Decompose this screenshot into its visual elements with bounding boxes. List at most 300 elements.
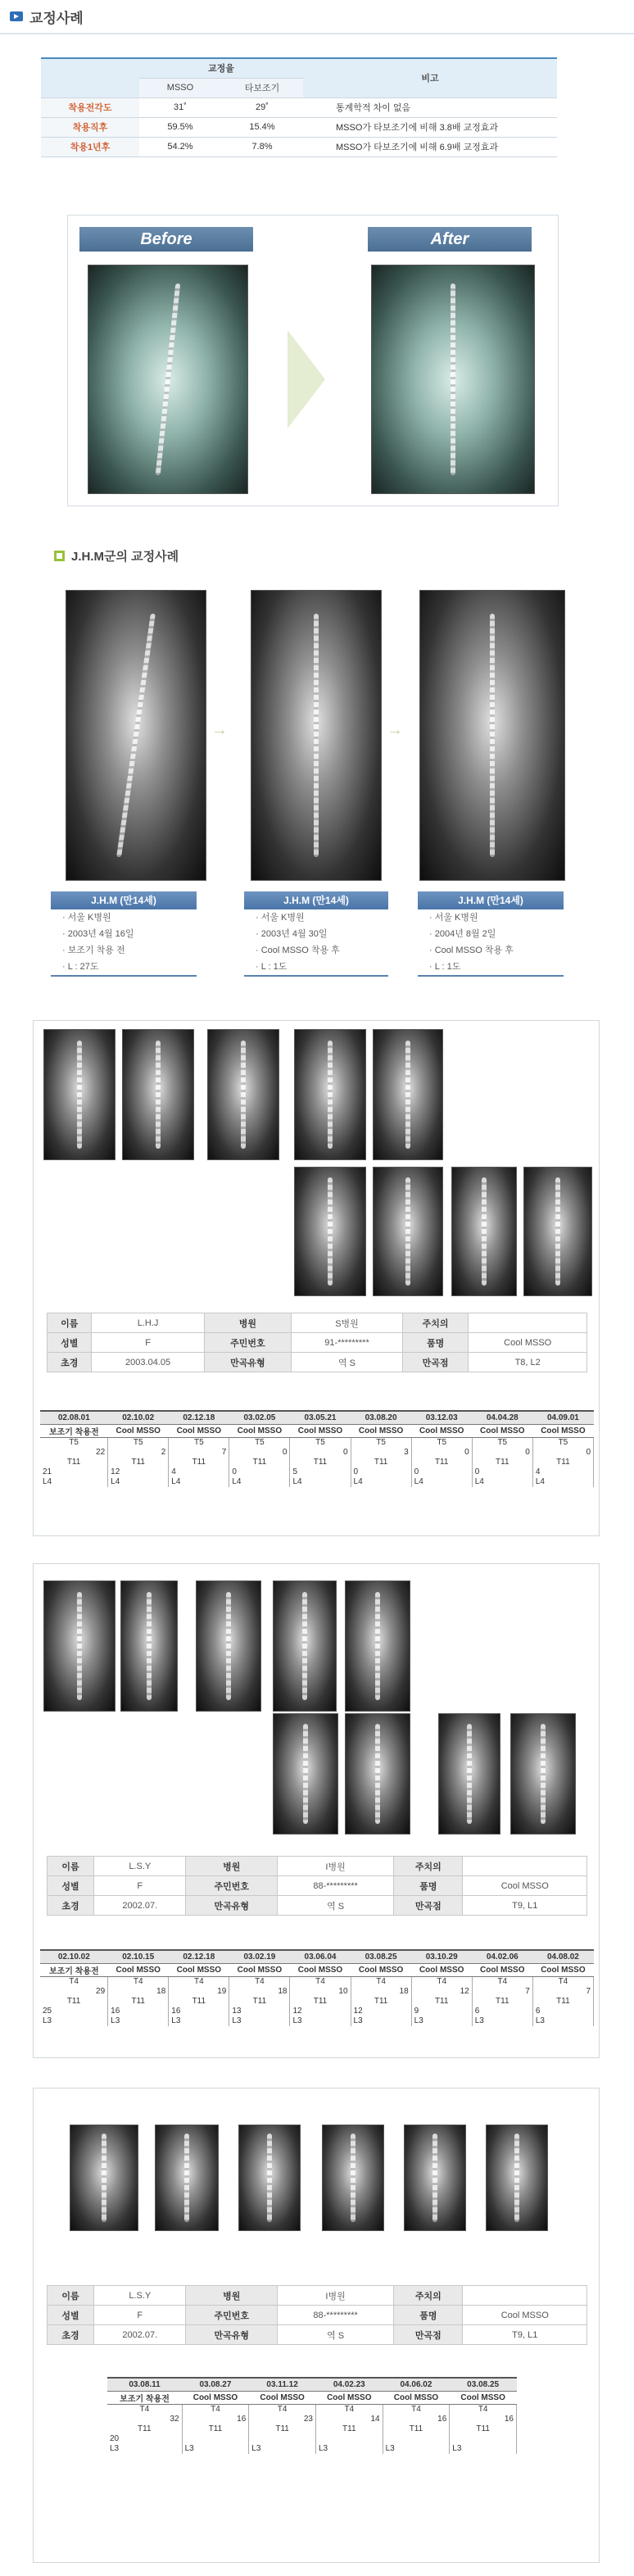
measurement-value: T11	[275, 2424, 289, 2433]
curve-measurement	[351, 1437, 411, 1487]
xray-thumbnail	[43, 1029, 115, 1160]
brace-status: Cool MSSO	[108, 1963, 169, 1976]
curve-measurement	[290, 1976, 351, 2026]
xray-thumbnail	[238, 2125, 301, 2231]
card-details	[244, 909, 388, 975]
measurement-value: T11	[556, 1457, 570, 1467]
label: 만곡점	[402, 1353, 469, 1372]
measurement-value: L3	[318, 2443, 328, 2453]
value	[463, 2286, 587, 2306]
date-header: 03.12.03	[411, 1411, 472, 1424]
measurement-value: T5	[437, 1437, 447, 1447]
value: I병원	[278, 1857, 394, 1876]
label: 이름	[48, 1857, 94, 1876]
measurement-value: 16	[111, 2006, 120, 2016]
curve-measurement	[40, 1437, 108, 1487]
brace-status: Cool MSSO	[108, 1424, 169, 1437]
label: 병원	[204, 1313, 292, 1333]
brace-status: Cool MSSO	[351, 1424, 411, 1437]
brace-status: Cool MSSO	[290, 1963, 351, 1976]
measurement-value: L4	[43, 1476, 52, 1486]
label: 초경	[48, 1353, 92, 1372]
measurement-value: 0	[586, 1447, 591, 1457]
brace-status: 보조기 착용전	[40, 1963, 108, 1976]
label: 만곡점	[394, 1896, 463, 1916]
measurement-table	[107, 2377, 517, 2454]
jhm-section-header	[54, 547, 179, 565]
table-row	[41, 137, 557, 156]
measurement-value	[452, 2434, 514, 2444]
measurement-value: T4	[376, 1976, 386, 1986]
card-line: · 보조기 착용 전	[62, 942, 197, 959]
cell-other: 29˚	[221, 98, 303, 117]
measurement-value: L4	[535, 1476, 545, 1486]
measurement-value: T11	[138, 2424, 152, 2433]
measurement-value: 12	[111, 1467, 120, 1476]
xray-thumbnail	[207, 1029, 279, 1160]
cell-other: 15.4%	[221, 117, 303, 137]
value: 2003.04.05	[92, 1353, 204, 1372]
brace-status: Cool MSSO	[450, 2391, 517, 2404]
measurement-value: 20	[110, 2433, 120, 2443]
cell-other: 7.8%	[221, 137, 303, 156]
measurement-value	[251, 2434, 313, 2444]
measurement-value: 0	[474, 1467, 480, 1476]
measurement-value: T5	[376, 1437, 386, 1447]
measurement-value: T11	[342, 2424, 356, 2433]
curve-measurement	[249, 2404, 316, 2454]
label: 병원	[186, 1857, 278, 1876]
divider	[51, 975, 197, 977]
jhm-xray-1	[66, 590, 206, 881]
table-row	[41, 117, 557, 137]
measurement-value: T5	[315, 1437, 325, 1447]
card-line: · L : 1도	[429, 959, 564, 975]
value: 2002.07.	[94, 2325, 186, 2345]
xray-thumbnail	[345, 1713, 410, 1834]
measurement-value: T5	[133, 1437, 143, 1447]
label: 품명	[402, 1333, 469, 1353]
xray-thumbnail	[373, 1029, 443, 1160]
brace-status: 보조기 착용전	[107, 2391, 182, 2404]
curve-measurement	[290, 1437, 351, 1487]
measurement-value: 3	[404, 1447, 409, 1457]
value: F	[94, 2306, 186, 2325]
play-icon	[10, 11, 23, 21]
arrow-icon: →	[387, 721, 403, 739]
measurement-value: T5	[193, 1437, 204, 1447]
table-row	[41, 98, 557, 117]
value: L.S.Y	[94, 1857, 186, 1876]
value: 역 S	[278, 1896, 394, 1916]
cell-msso: 54.2%	[139, 137, 221, 156]
brace-status: Cool MSSO	[169, 1963, 229, 1976]
measurement-value: 0	[414, 1467, 419, 1476]
measurement-value: T11	[496, 1457, 509, 1467]
brace-status: Cool MSSO	[472, 1424, 532, 1437]
measurement-value: T4	[69, 1976, 79, 1986]
brace-status: Cool MSSO	[383, 2391, 450, 2404]
cell-note: MSSO가 타보조기에 비해 3.8배 교정효과	[303, 117, 557, 137]
label: 성별	[48, 2306, 94, 2325]
measurement-value: T4	[139, 2404, 150, 2414]
measurement-value: 18	[156, 1986, 166, 1996]
measurement-value: L3	[474, 2016, 484, 2025]
value: Cool MSSO	[463, 1876, 587, 1896]
case-box	[33, 1020, 600, 1536]
jhm-xray-3	[419, 590, 565, 881]
measurement-value: 4	[535, 1467, 541, 1476]
curve-measurement	[107, 2404, 182, 2454]
label: 주치의	[394, 1857, 463, 1876]
curve-measurement	[315, 2404, 383, 2454]
before-xray-image	[88, 265, 248, 494]
xray-thumbnail	[122, 1029, 194, 1160]
measurement-value: 16	[504, 2414, 514, 2424]
date-header: 03.02.05	[229, 1411, 290, 1424]
measurement-value: 10	[338, 1986, 348, 1996]
measurement-value: T11	[313, 1996, 328, 2006]
brace-status: Cool MSSO	[229, 1963, 290, 1976]
date-header: 03.08.25	[450, 2378, 517, 2391]
measurement-value: T4	[437, 1976, 447, 1986]
cell-msso: 31˚	[139, 98, 221, 117]
date-header: 02.10.15	[108, 1950, 169, 1963]
measurement-value: 6	[474, 2006, 480, 2016]
measurement-value: L3	[232, 2016, 242, 2025]
case-box	[33, 1563, 600, 2058]
card-details	[418, 909, 564, 975]
col-msso: MSSO	[139, 78, 221, 98]
measurement-value: L3	[292, 2016, 302, 2025]
curve-measurement	[532, 1976, 593, 2026]
measurement-value: 7	[525, 1986, 530, 1996]
label: 품명	[394, 1876, 463, 1896]
group-header: 교정율	[139, 58, 303, 78]
curve-measurement	[532, 1437, 593, 1487]
measurement-value: 0	[232, 1467, 237, 1476]
measurement-value: L3	[111, 2016, 120, 2025]
measurement-value: 18	[278, 1986, 288, 1996]
label: 만곡점	[394, 2325, 463, 2345]
label: 초경	[48, 1896, 94, 1916]
measurement-value: T11	[556, 1996, 570, 2006]
label: 만곡유형	[186, 2325, 278, 2345]
date-header: 03.10.29	[411, 1950, 472, 1963]
measurement-value: T11	[66, 1457, 81, 1467]
date-header: 03.08.27	[182, 2378, 249, 2391]
measurement-value: 14	[370, 2414, 380, 2424]
curve-measurement	[450, 2404, 517, 2454]
label: 초경	[48, 2325, 94, 2345]
brace-status: Cool MSSO	[411, 1424, 472, 1437]
measurement-value: T4	[211, 2404, 220, 2414]
value	[463, 1857, 587, 1876]
measurement-value: 0	[282, 1447, 288, 1457]
label: 병원	[186, 2286, 278, 2306]
measurement-value: 6	[535, 2006, 541, 2016]
value: 88-*********	[278, 2306, 394, 2325]
measurement-value: T4	[193, 1976, 204, 1986]
divider	[244, 975, 388, 977]
page-title: 교정사례	[29, 10, 84, 26]
date-header: 04.06.02	[383, 2378, 450, 2391]
label: 이름	[48, 2286, 94, 2306]
value: L.S.Y	[94, 2286, 186, 2306]
divider	[0, 33, 634, 34]
measurement-value: T11	[192, 1457, 206, 1467]
value: 88-*********	[278, 1876, 394, 1896]
value: I병원	[278, 2286, 394, 2306]
value: L.H.J	[92, 1313, 204, 1333]
date-header: 03.08.25	[351, 1950, 411, 1963]
measurement-value: T11	[66, 1996, 81, 2006]
xray-thumbnail	[523, 1167, 592, 1296]
row-label: 착용1년후	[41, 137, 139, 156]
measurement-value: T4	[277, 2404, 288, 2414]
measurement-value: T5	[558, 1437, 568, 1447]
brace-status: Cool MSSO	[290, 1424, 351, 1437]
date-header: 02.08.01	[40, 1411, 108, 1424]
value: T9, L1	[463, 1896, 587, 1916]
value: 역 S	[292, 1353, 403, 1372]
date-header: 04.09.01	[532, 1411, 593, 1424]
col-other: 타보조기	[221, 78, 303, 98]
card-line: · 서울 K병원	[62, 909, 197, 926]
measurement-value: 5	[292, 1467, 298, 1476]
before-after-panel	[67, 215, 559, 506]
measurement-value: T4	[411, 2404, 421, 2414]
brace-status: Cool MSSO	[315, 2391, 383, 2404]
measurement-value: L4	[353, 1476, 363, 1486]
curve-measurement	[182, 2404, 249, 2454]
measurement-value: 7	[586, 1986, 591, 1996]
label: 성별	[48, 1333, 92, 1353]
date-header: 04.02.06	[472, 1950, 532, 1963]
measurement-value: 16	[237, 2414, 247, 2424]
empty-header-cell	[41, 58, 139, 98]
card-details	[51, 909, 197, 975]
curve-measurement	[383, 2404, 450, 2454]
measurement-value: 4	[171, 1467, 176, 1476]
measurement-value	[386, 2434, 447, 2444]
square-bullet-icon	[54, 551, 65, 561]
measurement-value	[319, 2434, 380, 2444]
measurement-value: 32	[170, 2414, 179, 2424]
brace-status: Cool MSSO	[182, 2391, 249, 2404]
brace-status: Cool MSSO	[472, 1963, 532, 1976]
card-line: · Cool MSSO 착용 후	[429, 942, 564, 959]
curve-measurement	[169, 1976, 229, 2026]
label: 주민번호	[186, 1876, 278, 1896]
xray-thumbnail	[273, 1581, 337, 1712]
measurement-value: T11	[496, 1996, 509, 2006]
brace-status: Cool MSSO	[411, 1963, 472, 1976]
jhm-title: J.H.M군의 교정사례	[71, 550, 179, 564]
card-line: · 서울 K병원	[256, 909, 388, 926]
value: Cool MSSO	[469, 1333, 587, 1353]
measurement-value	[185, 2434, 247, 2444]
label: 성별	[48, 1876, 94, 1896]
measurement-value: 12	[353, 2006, 363, 2016]
brace-status: Cool MSSO	[229, 1424, 290, 1437]
measurement-value: T11	[374, 1996, 388, 2006]
measurement-value: L3	[452, 2443, 462, 2453]
measurement-value: T4	[558, 1976, 568, 1986]
divider	[418, 975, 564, 977]
patient-info-table	[47, 1313, 587, 1372]
cell-note: 통계학적 차이 없음	[303, 98, 557, 117]
measurement-value: 16	[437, 2414, 447, 2424]
brace-status: Cool MSSO	[532, 1963, 593, 1976]
cell-msso: 59.5%	[139, 117, 221, 137]
measurement-value: T11	[252, 1457, 267, 1467]
card-line: · 서울 K병원	[429, 909, 564, 926]
measurement-value: 19	[217, 1986, 227, 1996]
before-label: Before	[79, 227, 253, 252]
measurement-value: T11	[131, 1996, 145, 2006]
brace-status: Cool MSSO	[532, 1424, 593, 1437]
date-header: 03.06.04	[290, 1950, 351, 1963]
measurement-value: 0	[353, 1467, 359, 1476]
measurement-value: T5	[255, 1437, 265, 1447]
measurement-table	[40, 1410, 594, 1487]
value: 역 S	[278, 2325, 394, 2345]
date-header: 03.08.20	[351, 1411, 411, 1424]
xray-thumbnail	[404, 2125, 466, 2231]
xray-thumbnail	[294, 1167, 366, 1296]
value: S병원	[292, 1313, 403, 1333]
xray-thumbnail	[120, 1581, 178, 1712]
measurement-value: 0	[342, 1447, 348, 1457]
xray-thumbnail	[345, 1581, 410, 1712]
measurement-value: T11	[374, 1457, 388, 1467]
measurement-value: T4	[133, 1976, 143, 1986]
measurement-value: L3	[414, 2016, 423, 2025]
value	[469, 1313, 587, 1333]
jhm-card	[51, 891, 197, 977]
measurement-value: 7	[221, 1447, 227, 1457]
card-line: · L : 27도	[62, 959, 197, 975]
label: 품명	[394, 2306, 463, 2325]
measurement-value: 16	[171, 2006, 181, 2016]
measurement-value: L3	[385, 2443, 395, 2453]
measurement-value: 18	[399, 1986, 409, 1996]
section-header	[10, 5, 84, 28]
xray-thumbnail	[273, 1713, 338, 1834]
xray-thumbnail	[43, 1581, 115, 1712]
xray-thumbnail	[322, 2125, 384, 2231]
card-line: · 2003년 4월 16일	[62, 926, 197, 942]
card-title: J.H.M (만14세)	[51, 891, 197, 909]
measurement-value: T11	[476, 2424, 490, 2433]
card-line: · L : 1도	[256, 959, 388, 975]
measurement-value: T11	[208, 2424, 223, 2433]
patient-info-table	[47, 1856, 587, 1916]
curve-measurement	[472, 1437, 532, 1487]
measurement-value: L3	[184, 2443, 194, 2453]
measurement-value: T11	[434, 1996, 449, 2006]
card-line: · Cool MSSO 착용 후	[256, 942, 388, 959]
measurement-value: L3	[171, 2016, 181, 2025]
after-xray-image	[371, 265, 535, 494]
curve-measurement	[169, 1437, 229, 1487]
label: 만곡유형	[204, 1353, 292, 1372]
value: F	[94, 1876, 186, 1896]
date-header: 02.12.18	[169, 1950, 229, 1963]
xray-thumbnail	[451, 1167, 517, 1296]
patient-info-table	[47, 2285, 587, 2345]
value: 91-*********	[292, 1333, 403, 1353]
measurement-value: T5	[69, 1437, 79, 1447]
measurement-value: L3	[535, 2016, 545, 2025]
brace-status: Cool MSSO	[351, 1963, 411, 1976]
xray-thumbnail	[155, 2125, 219, 2231]
measurement-value: 23	[303, 2414, 313, 2424]
xray-thumbnail	[196, 1581, 261, 1712]
date-header: 03.11.12	[249, 2378, 316, 2391]
row-label: 착용직후	[41, 117, 139, 137]
measurement-value: L4	[474, 1476, 484, 1486]
measurement-value: 13	[232, 2006, 242, 2016]
brace-status: Cool MSSO	[249, 2391, 316, 2404]
measurement-value: 0	[464, 1447, 469, 1457]
date-header: 03.02.19	[229, 1950, 290, 1963]
curve-measurement	[411, 1976, 472, 2026]
jhm-card	[418, 891, 564, 977]
measurement-value: L4	[232, 1476, 242, 1486]
date-header: 02.10.02	[108, 1411, 169, 1424]
measurement-value: L3	[110, 2443, 120, 2453]
measurement-value: 0	[525, 1447, 530, 1457]
measurement-value: T11	[131, 1457, 145, 1467]
measurement-value: T4	[315, 1976, 325, 1986]
value: F	[92, 1333, 204, 1353]
measurement-value: 12	[292, 2006, 302, 2016]
comparison-table	[41, 57, 557, 157]
curve-measurement	[40, 1976, 108, 2026]
value: Cool MSSO	[463, 2306, 587, 2325]
measurement-value: T4	[255, 1976, 265, 1986]
date-header: 03.08.11	[107, 2378, 182, 2391]
date-header: 02.10.02	[40, 1950, 108, 1963]
date-header: 04.04.28	[472, 1411, 532, 1424]
measurement-value: L3	[251, 2443, 261, 2453]
measurement-table	[40, 1949, 594, 2026]
label: 주치의	[402, 1313, 469, 1333]
note-header: 비고	[303, 58, 557, 98]
measurement-value: L3	[353, 2016, 363, 2025]
curve-measurement	[229, 1437, 290, 1487]
xray-thumbnail	[373, 1167, 443, 1296]
arrow-icon	[288, 330, 325, 429]
date-header: 02.12.18	[169, 1411, 229, 1424]
measurement-value: 9	[414, 2006, 419, 2016]
measurement-value: L4	[171, 1476, 181, 1486]
measurement-value: 2	[161, 1447, 166, 1457]
value: T8, L2	[469, 1353, 587, 1372]
brace-status: Cool MSSO	[169, 1424, 229, 1437]
measurement-value: T11	[409, 2424, 423, 2433]
measurement-value: 21	[43, 1467, 52, 1476]
label: 주민번호	[204, 1333, 292, 1353]
case-box	[33, 2088, 600, 2563]
measurement-value: T11	[434, 1457, 449, 1467]
measurement-value: 29	[96, 1986, 106, 1996]
measurement-value: T11	[252, 1996, 267, 2006]
xray-thumbnail	[510, 1713, 576, 1834]
label: 주치의	[394, 2286, 463, 2306]
